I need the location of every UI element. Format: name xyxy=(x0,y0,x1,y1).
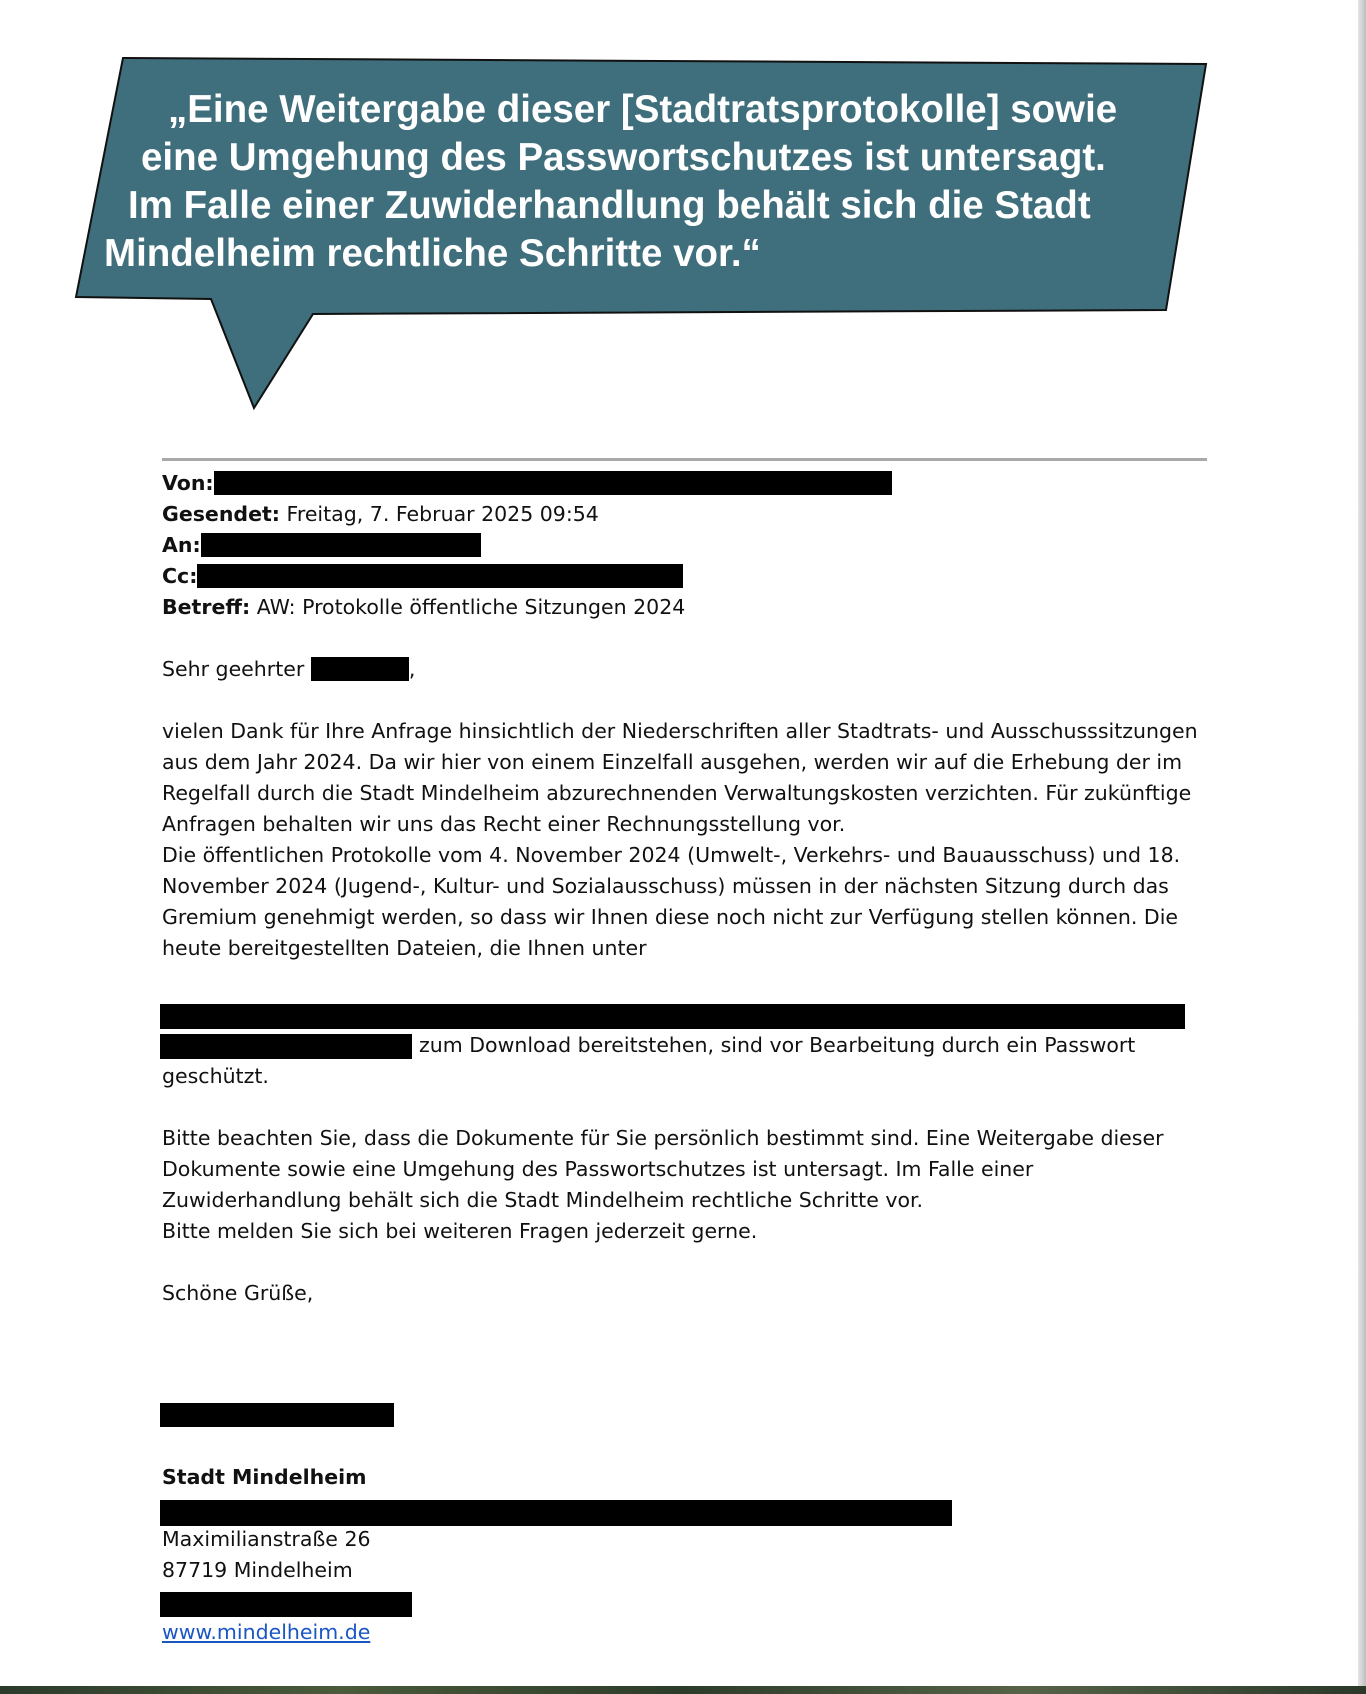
text-line: Zuwiderhandlung behält sich die Stadt Mindelheim rechtliche Schritte vor. xyxy=(162,1188,924,1212)
cc-row xyxy=(162,561,683,592)
text-line: Die öffentlichen Protokolle vom 4. November 2024 (Umwelt-, Verkehrs- und Bauausschuss) und 18. xyxy=(162,843,1181,867)
closing xyxy=(162,1278,313,1309)
signature-organization xyxy=(162,1462,367,1493)
text-line: Anfragen behalten wir uns das Recht einer Rechnungsstellung vor. xyxy=(162,812,846,836)
redaction-bar xyxy=(160,1403,394,1427)
salutation xyxy=(162,654,415,685)
redaction-bar xyxy=(311,657,409,681)
to-label: An: xyxy=(162,533,201,557)
subject-value: AW: Protokolle öffentliche Sitzungen 2024 xyxy=(256,595,686,619)
quote-line: Im Falle einer Zuwiderhandlung behält sich die Stadt xyxy=(128,184,1091,227)
from-row xyxy=(162,468,892,499)
quote-text xyxy=(104,86,1194,278)
text-line: geschützt. xyxy=(162,1064,269,1088)
street-address: Maximilianstraße 26 xyxy=(162,1527,371,1551)
text-line: Bitte beachten Sie, dass die Dokumente für Sie persönlich bestimmt sind. Eine Weitergabe dieser xyxy=(162,1126,1164,1150)
text-line: Dokumente sowie eine Umgehung des Passwortschutzes ist untersagt. Im Falle einer xyxy=(162,1157,1034,1181)
text-line: vielen Dank für Ihre Anfrage hinsichtlich der Niederschriften aller Stadtrats- und Ausschusssitzungen xyxy=(162,719,1198,743)
salutation-comma: , xyxy=(408,657,416,681)
sent-value: Freitag, 7. Februar 2025 09:54 xyxy=(286,502,599,526)
redaction-bar xyxy=(201,533,481,557)
cc-label: Cc: xyxy=(162,564,198,588)
text-line: Gremium genehmigt werden, so dass wir Ihnen diese noch nicht zur Verfügung stellen können. Die xyxy=(162,905,1179,929)
redaction-bar xyxy=(160,1004,1185,1029)
redaction-bar xyxy=(214,471,892,495)
text-line: November 2024 (Jugend-, Kultur- und Sozialausschuss) müssen in der nächsten Sitzung durch das xyxy=(162,874,1169,898)
city-address: 87719 Mindelheim xyxy=(162,1558,353,1582)
signature-city xyxy=(162,1555,353,1586)
sent-label: Gesendet: xyxy=(162,502,281,526)
text-line: Bitte melden Sie sich bei weiteren Fragen jederzeit gerne. xyxy=(162,1219,758,1243)
redaction-bar xyxy=(160,1034,412,1059)
paragraph-1 xyxy=(162,716,1222,840)
redaction-bar xyxy=(160,1592,412,1617)
text-line: zum Download bereitstehen, sind vor Bearbeitung durch ein Passwort xyxy=(419,1033,1136,1057)
download-line xyxy=(419,1030,1135,1061)
sent-row xyxy=(162,499,599,530)
text-line: Regelfall durch die Stadt Mindelheim abzurechnenden Verwaltungskosten verzichten. Für zukünftige xyxy=(162,781,1192,805)
paragraph-2 xyxy=(162,840,1222,964)
salutation-text: Sehr geehrter xyxy=(162,657,305,681)
text-line: heute bereitgestellten Dateien, die Ihnen unter xyxy=(162,936,647,960)
download-line-end xyxy=(162,1061,269,1092)
redaction-bar xyxy=(197,564,683,588)
organization-name: Stadt Mindelheim xyxy=(162,1465,367,1489)
signature-website xyxy=(162,1617,370,1648)
quote-line: eine Umgehung des Passwortschutzes ist untersagt. xyxy=(141,136,1106,179)
email-header-divider xyxy=(162,458,1207,461)
text-line: aus dem Jahr 2024. Da wir hier von einem Einzelfall ausgehen, werden wir auf die Erhebung der im xyxy=(162,750,1183,774)
paragraph-3 xyxy=(162,1123,1222,1216)
paragraph-4 xyxy=(162,1216,757,1247)
subject-label: Betreff: xyxy=(162,595,251,619)
signature-street xyxy=(162,1524,371,1555)
website-link[interactable]: www.mindelheim.de xyxy=(162,1620,371,1644)
redaction-bar xyxy=(160,1500,952,1526)
to-row xyxy=(162,530,481,561)
quote-line: „Eine Weitergabe dieser [Stadtratsprotokolle] sowie xyxy=(168,88,1118,131)
closing-text: Schöne Grüße, xyxy=(162,1281,314,1305)
subject-row xyxy=(162,592,685,623)
quote-line: Mindelheim rechtliche Schritte vor.“ xyxy=(104,232,761,275)
from-label: Von: xyxy=(162,471,214,495)
background-strip xyxy=(0,1686,1366,1694)
